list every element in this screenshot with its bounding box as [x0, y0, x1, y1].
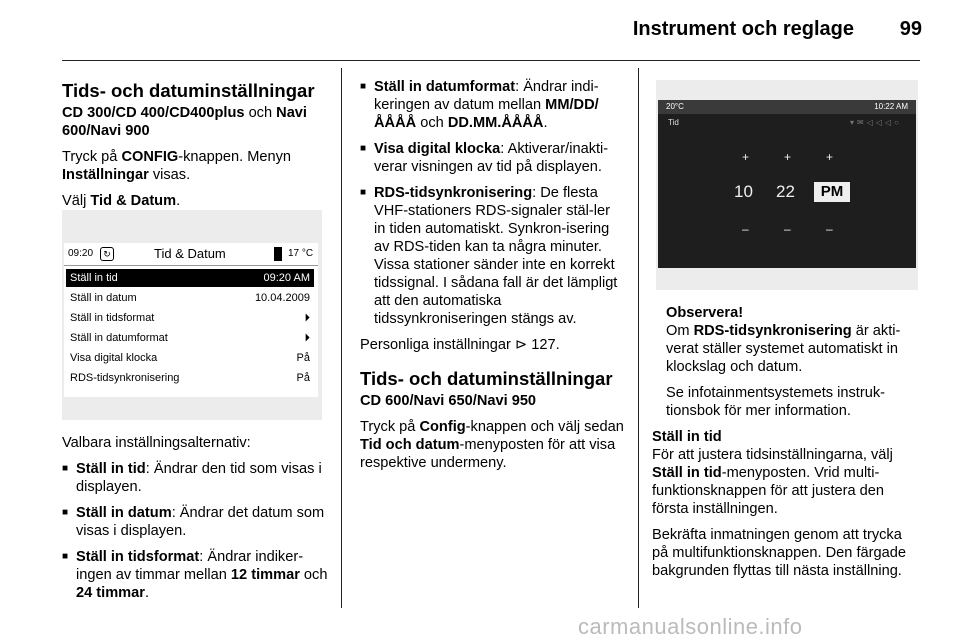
paragraph: Tryck på CONFIG-knappen. Menyn Inställningar visas. — [62, 149, 292, 183]
header-rule — [62, 60, 920, 61]
display-clock: 10:22 AM — [874, 102, 908, 111]
paragraph: Bekräfta inmatningen genom att trycka på multifunktionsknappen. Den färgade bakgrunden flyttas till nästa inställning. — [652, 527, 906, 579]
minute-value: 22 — [776, 182, 795, 201]
sync-icon: ↻ — [100, 247, 114, 261]
status-icons: ▾✉◁◁◁○ — [849, 118, 902, 127]
ampm-value: PM — [814, 182, 850, 202]
list-item: ■ RDS-tidsynkronisering: De flesta VHF-stationers RDS-signaler stäl-ler in tiden automatiskt. Synkron-isering av RDS-tiden kan ta några minuter. Vissa stationer sänder inte en korrekt tidssignal. I sådana fall är det lämpligt att den automatiska tidssynkroniseringen stängs av. — [360, 184, 624, 328]
page-number: 99 — [899, 18, 922, 40]
column-1-options — [62, 434, 328, 610]
display-screenshot-tid-datum — [62, 210, 322, 420]
display-screenshot-tid — [656, 80, 918, 290]
note-title: Observera! — [666, 305, 744, 321]
display-screen — [64, 243, 318, 397]
column-1 — [62, 80, 328, 218]
display-top-bar — [64, 243, 318, 266]
menu-row: Ställ in datumformat ⏵ — [70, 332, 310, 344]
up-arrow-icon: + — [826, 150, 834, 164]
subheading: Ställ in tid — [652, 429, 722, 445]
section-heading: Tids- och datuminställningar — [62, 80, 315, 101]
down-arrow-icon: – — [742, 222, 749, 236]
note-box — [652, 304, 922, 420]
note-paragraph: Om RDS-tidsynkronisering är akti-verat ställer systemet automatiskt in klockslag och datum. — [666, 323, 901, 375]
options-list-continued — [360, 78, 624, 328]
paragraph: För att justera tidsinställningarna, välj Ställ in tid-menyposten. Vrid multi-funktionsknappen för att justera den första inställningen. — [652, 447, 893, 517]
model-line: CD 300/CD 400/CD400plus och Navi 600/Navi 900 — [62, 105, 307, 139]
list-item: ■ Ställ in tidsformat: Ändrar indiker-ingen av timmar mellan 12 timmar och 24 timmar. — [62, 548, 328, 602]
paragraph: Tryck på Config-knappen och välj sedan Tid och datum-menyposten för att visa respektive undermeny. — [360, 419, 624, 471]
display-label: Tid — [668, 118, 679, 127]
list-item: ■ Visa digital klocka: Aktiverar/inakti-verar visningen av tid på displayen. — [360, 140, 624, 176]
column-divider-1 — [341, 68, 342, 608]
list-item: ■ Ställ in tid: Ändrar den tid som visas i displayen. — [62, 460, 328, 496]
display-time: 09:20 — [68, 248, 94, 259]
list-item: ■ Ställ in datumformat: Ändrar indi-keringen av datum mellan MM/DD/ÅÅÅÅ och DD.MM.ÅÅÅÅ. — [360, 78, 624, 132]
hour-value: 10 — [734, 182, 753, 201]
page-header — [0, 0, 960, 60]
up-arrow-icon: + — [742, 150, 750, 164]
menu-row: Ställ in tidsformat ⏵ — [70, 312, 310, 324]
menu-row: Ställ in tid 09:20 AM — [66, 269, 314, 287]
up-arrow-icon: + — [784, 150, 792, 164]
menu-row: RDS-tidsynkronisering På — [70, 372, 310, 384]
menu-row: Ställ in datum 10.04.2009 — [70, 292, 310, 304]
display-screen — [658, 100, 916, 268]
column-3 — [652, 304, 922, 588]
page-title: Instrument och reglage — [632, 18, 854, 40]
cross-reference: Personliga inställningar ⊳ 127. — [360, 337, 560, 353]
display-top-bar — [658, 100, 916, 114]
list-item: ■ Ställ in datum: Ändrar det datum som visas i displayen. — [62, 504, 328, 540]
watermark: carmanualsonline.info — [578, 614, 803, 639]
section-heading: Tids- och datuminställningar — [360, 368, 613, 389]
options-intro: Valbara inställningsalternativ: — [62, 435, 251, 451]
column-2 — [360, 78, 624, 480]
display-temperature: 20°C — [666, 102, 684, 111]
options-list — [62, 460, 328, 602]
down-arrow-icon: – — [826, 222, 833, 236]
model-line: CD 600/Navi 650/Navi 950 — [360, 393, 537, 409]
paragraph: Välj Tid & Datum. — [62, 193, 181, 209]
display-title: Tid & Datum — [154, 246, 226, 261]
column-divider-2 — [638, 68, 639, 608]
note-paragraph: Se infotainmentsystemets instruk-tionsbok för mer information. — [666, 385, 885, 419]
thermometer-icon — [274, 247, 282, 261]
menu-row: Visa digital klocka På — [70, 352, 310, 364]
display-temperature: 17 °C — [288, 248, 314, 259]
down-arrow-icon: – — [784, 222, 791, 236]
